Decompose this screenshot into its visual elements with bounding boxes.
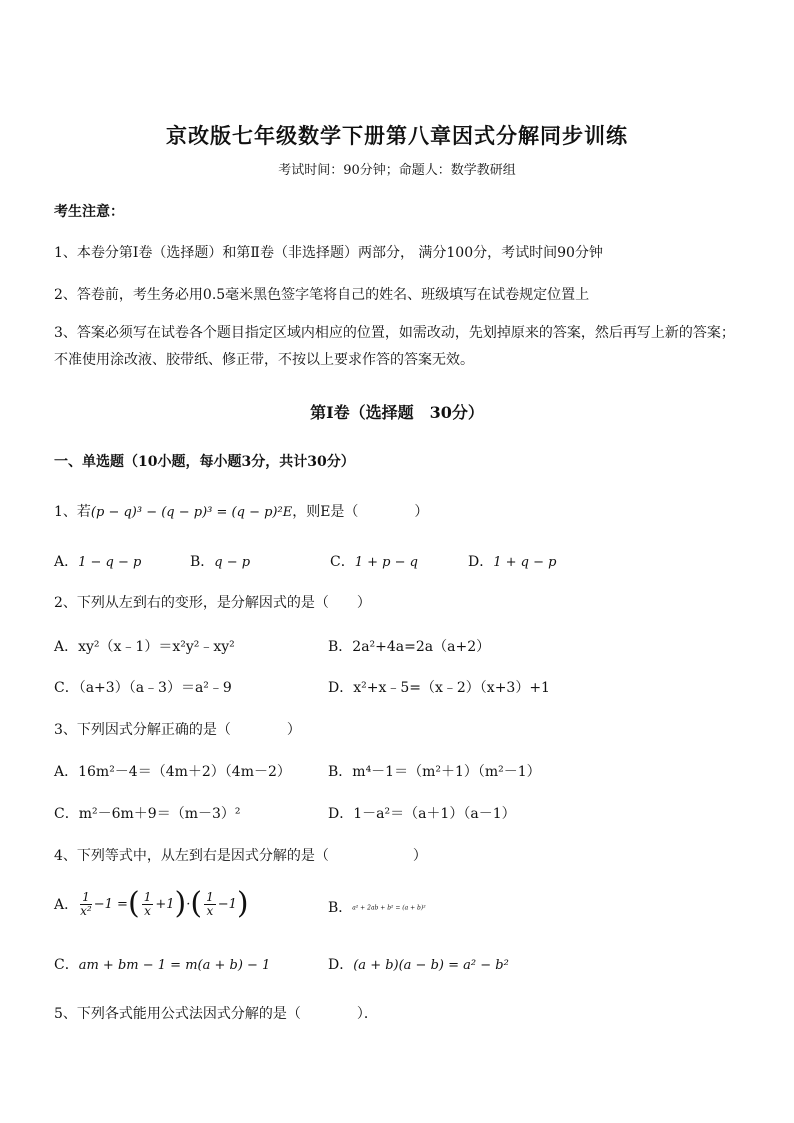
question-4-option-c[interactable]: C．am + bm − 1 = m(a + b) − 1 <box>54 957 271 973</box>
question-3-option-c[interactable]: C．m²－6m＋9＝（m－3）² <box>54 806 241 822</box>
question-2-stem: 2、下列从左到右的变形，是分解因式的是（ ） <box>54 595 371 611</box>
question-3-option-b[interactable]: B．m⁴－1＝（m²＋1）（m²－1） <box>328 764 541 780</box>
notice-item-2: 2、答卷前，考生务必用0.5毫米黑色签字笔将自己的姓名、班级填写在试卷规定位置上 <box>54 287 590 303</box>
question-2-option-b[interactable]: B．2a²+4a=2a（a+2） <box>328 639 491 655</box>
question-4-option-b[interactable]: B．a² + 2ab + b² = (a + b)² <box>328 900 426 916</box>
notice-heading: 考生注意： <box>54 204 124 220</box>
question-2-option-c[interactable]: C．（a+3）（a﹣3）＝a²﹣9 <box>54 680 232 696</box>
fraction-one-over-x-squared: $\frac{1}{\text{x²}}$ <box>80 889 92 918</box>
question-1-equation: (p − q)³ − (q − p)³ = (q − p)²E <box>90 505 293 520</box>
question-1-prefix: 1、若 <box>54 504 91 520</box>
question-1-option-a[interactable]: A．1 − q − p <box>54 554 142 570</box>
question-1-option-d[interactable]: D．1 + q − p <box>468 554 557 570</box>
question-4-stem: 4、下列等式中，从左到右是因式分解的是（ ） <box>54 848 427 864</box>
question-4-option-d[interactable]: D．(a + b)(a − b) = a² − b² <box>328 957 509 973</box>
question-3-option-d[interactable]: D．1－a²＝（a＋1）（a－1） <box>328 806 516 822</box>
fraction-one-over-x-2: $\frac{1}{x}$ <box>206 889 214 918</box>
question-4-option-b-formula: a² + 2ab + b² = (a + b)² <box>352 904 426 912</box>
question-3-stem: 3、下列因式分解正确的是（ ） <box>54 722 301 738</box>
question-1-suffix: ，则E是（ ） <box>292 504 429 520</box>
notice-item-1: 1、本卷分第Ⅰ卷（选择题）和第Ⅱ卷（非选择题）两部分， 满分100分，考试时间90分钟 <box>54 245 603 261</box>
question-4-option-a[interactable]: A． $\frac{1}{\text{x²}}$ −1 = ( $\frac{1}{x}$ +1 ) · ( $\frac{1}{x}$ −1 ) <box>54 886 249 921</box>
question-3-option-a[interactable]: A．16m²－4＝（4m＋2）（4m－2） <box>54 764 291 780</box>
question-2-option-a[interactable]: A．xy²（x﹣1）＝x²y²﹣xy² <box>54 639 235 655</box>
notice-item-3: 3、答案必须写在试卷各个题目指定区域内相应的位置，如需改动，先划掉原来的答案，然后再写上新的答案；不准使用涂改液、胶带纸、修正带，不按以上要求作答的答案无效。 <box>54 325 735 368</box>
question-1-option-c[interactable]: C．1 + p − q <box>330 554 418 570</box>
fraction-one-over-x: $\frac{1}{x}$ <box>143 889 152 918</box>
section-title: 第Ⅰ卷（选择题 30分） <box>310 403 484 422</box>
question-2-option-d[interactable]: D．x²+x﹣5=（x﹣2）（x+3）+1 <box>328 680 550 696</box>
question-5-stem: 5、下列各式能用公式法因式分解的是（ ）． <box>54 1006 378 1022</box>
page-subtitle: 考试时间：90分钟；命题人：数学教研组 <box>278 163 516 178</box>
question-1-option-b[interactable]: B．q − p <box>190 554 251 570</box>
subsection-title: 一、单选题（10小题，每小题3分，共计30分） <box>54 454 355 470</box>
page-title: 京改版七年级数学下册第八章因式分解同步训练 <box>166 123 628 148</box>
question-1-stem <box>54 501 428 521</box>
